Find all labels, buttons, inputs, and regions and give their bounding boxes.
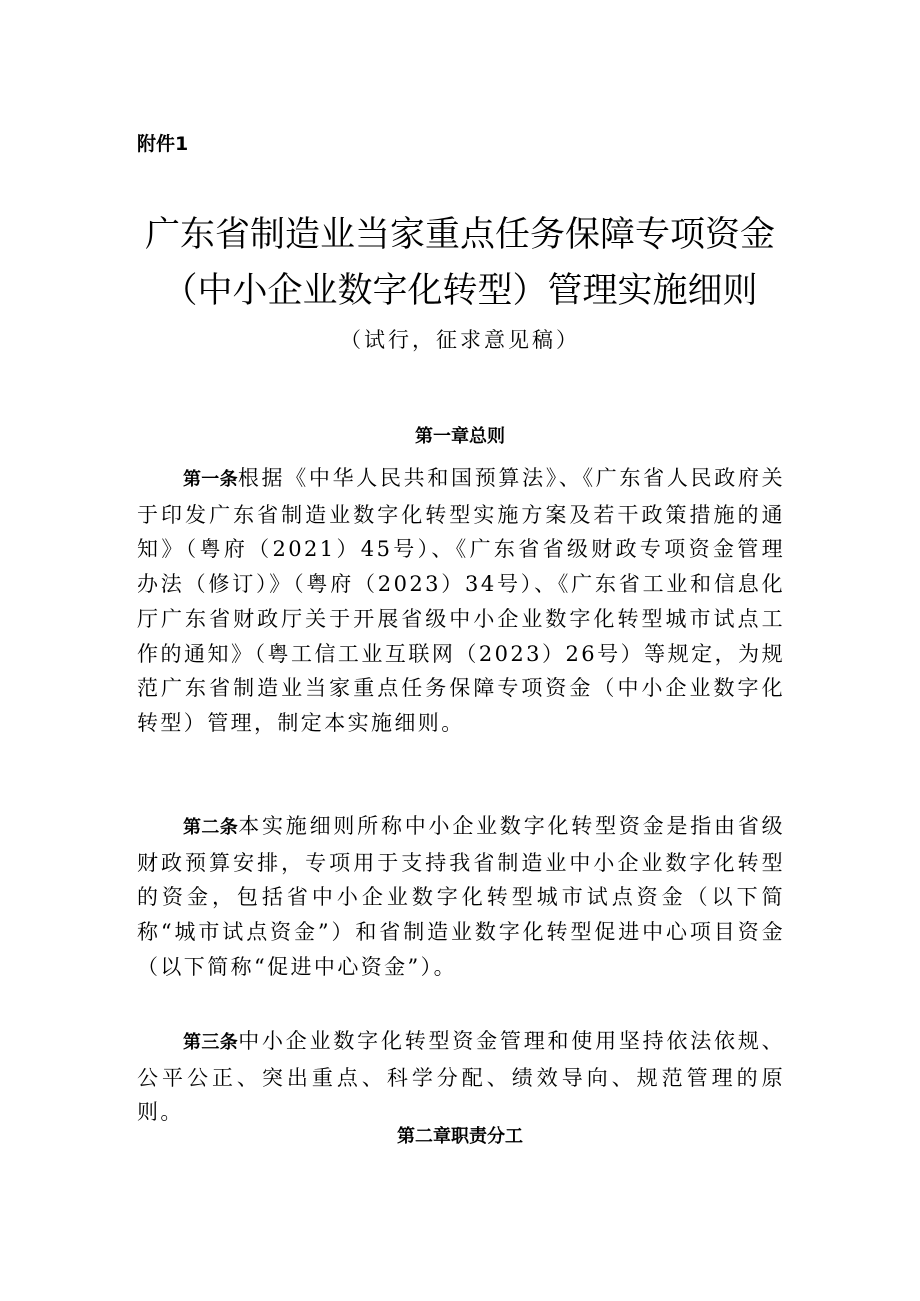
article-3-text: 中小企业数字化转型资金管理和使用坚持依法依规、公平公正、突出重点、科学分配、绩效导向、规范管理的原则。 [137,1029,786,1125]
document-title-line-1: 广东省制造业当家重点任务保障专项资金 [144,215,775,255]
article-2-label: 第二条 [183,817,239,838]
chapter-heading-1: 第一章总则 [415,426,505,447]
article-3-label: 第三条 [183,1032,239,1053]
attachment-label: 附件1 [137,133,189,155]
article-2-text: 本实施细则所称中小企业数字化转型资金是指由省级财政预算安排，专项用于支持我省制造业中小企业数字化转型的资金，包括省中小企业数字化转型城市试点资金（以下简称“城市试点资金”）和省制造业数字化转型促进中心项目资金（以下简称“促进中心资金”）。 [137,814,786,979]
article-1-text: 根据《中华人民共和国预算法》、《广东省人民政府关于印发广东省制造业数字化转型实施方案及若干政策措施的通知》（粤府（2021）45号）、《广东省省级财政专项资金管理办法（修订）》（粤府（2023）34号）、《广东省工业和信息化厅广东省财政厅关于开展省级中小企业数字化转型城市试点工作的通知》（粤工信工业互联网（2023）26号）等规定，为规范广东省制造业当家重点任务保障专项资金（中小企业数字化转型）管理，制定本实施细则。 [137,466,785,735]
document-subtitle: （试行，征求意见稿） [340,328,580,352]
article-1-label: 第一条 [183,469,238,490]
document-title-line-2: （中小企业数字化转型）管理实施细则 [162,271,758,311]
article-3 [137,1024,785,1130]
chapter-heading-2: 第二章职责分工 [397,1126,523,1147]
article-2 [137,809,785,985]
article-1 [137,461,785,741]
